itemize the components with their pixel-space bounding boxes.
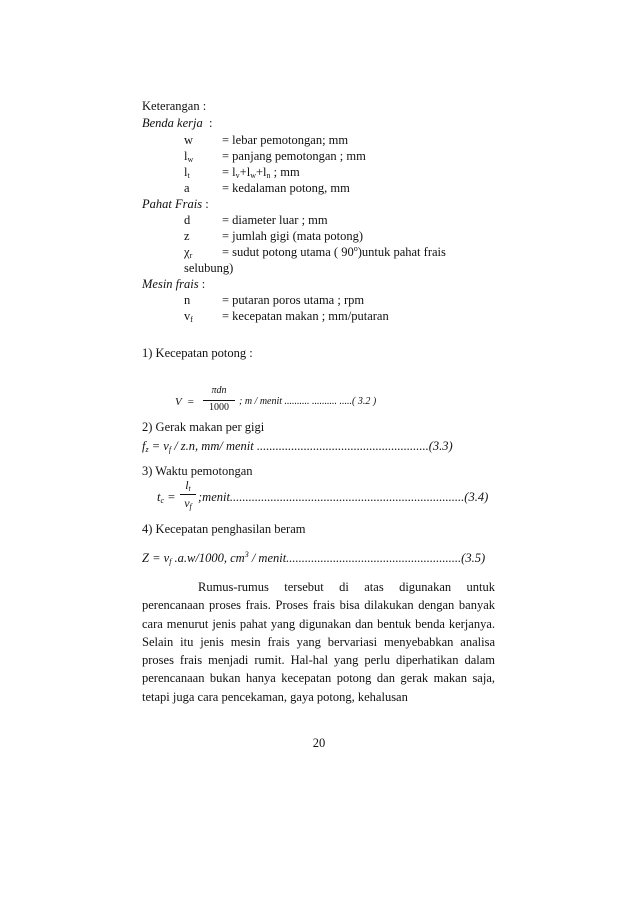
keterangan-heading: Keterangan :: [142, 99, 207, 113]
formula-3-lhs: $t_c$ =: [157, 490, 176, 505]
formula-3-fraction-bar: [180, 494, 196, 495]
section-label: Pahat Frais: [142, 197, 203, 211]
formula-3-numerator: $l_t$: [185, 478, 191, 493]
definition-z: = jumlah gigi (mata potong): [222, 229, 364, 243]
definition-vf: = kecepatan makan ; mm/putaran: [222, 309, 389, 323]
definition-w: = lebar pemotongan; mm: [222, 133, 349, 147]
lt-unit-text: ; mm: [270, 165, 300, 179]
formula-4-part-a: .a.w/1000, cm: [174, 551, 245, 565]
formula-4-title: 4) Kecepatan penghasilan beram: [142, 522, 306, 536]
formula-3-rest: ;menit...........................................................................(3.4): [198, 490, 489, 504]
section-colon: :: [205, 197, 209, 211]
symbol-vf: $v_f$: [184, 309, 193, 324]
formula-1-rest: ; m / menit .......... .......... .....( 3.2 ): [239, 396, 377, 407]
chi-r-text-b: )untuk pahat frais: [357, 245, 446, 259]
symbol-chi-r: $\chi_r$: [184, 245, 193, 260]
page-number: 20: [312, 736, 326, 750]
formula-2-rest: / z.n, mm/ menit .......................................................(3.3): [174, 439, 453, 453]
paragraph-text: Rumus-rumus tersebut di atas digunakan untuk perencanaan proses frais. Proses frais bisa dilakukan dengan banyak cara menurut jenis pahat yang digunakan dan bentuk benda kerjanya. Selain itu jenis mesin frais yang bervariasi menyebabkan analisa proses frais menjadi rumit. Hal-hal yang perlu diperhatikan dalam perencanaan bukan hanya kecepatan potong dan gerak makan saja, tetapi juga cara pencekaman, gaya potong, kehalusan: [142, 580, 495, 704]
definition-chi-r-cont: selubung): [184, 261, 234, 275]
formula-1-title: 1) Kecepatan potong :: [142, 346, 253, 360]
section-colon: :: [209, 116, 213, 130]
formula-3-title: 3) Waktu pemotongan: [142, 464, 253, 478]
lt-eq-text: = l: [222, 165, 236, 179]
formula-1-fraction-bar: [203, 400, 235, 401]
formula-4-part-b: / menit........................................................(3.5): [248, 551, 486, 565]
chi-r-text-a: = sudut potong utama ( 90: [222, 245, 354, 259]
symbol-a: a: [184, 181, 190, 195]
definition-d: = diameter luar ; mm: [222, 213, 328, 227]
symbol-n: n: [184, 293, 191, 307]
section-label: Mesin frais: [142, 277, 199, 291]
section-pahat-frais: [142, 197, 209, 212]
formula-1-denominator: 1000: [209, 402, 229, 413]
section-benda-kerja: [142, 116, 212, 131]
definition-lt: = $l_v+l_w+l_n$ ; mm: [222, 165, 300, 180]
symbol-lw: $l_w$: [184, 149, 194, 164]
formula-2-title: 2) Gerak makan per gigi: [142, 420, 265, 434]
formula-1-lhs: V =: [175, 396, 195, 408]
symbol-d: d: [184, 213, 191, 227]
symbol-lt: $l_t$: [184, 165, 190, 180]
symbol-z: z: [184, 229, 190, 243]
formula-2: $f_z = v_f / z.n$, mm/ menit .......................................................(3.3): [142, 439, 453, 454]
definition-n: = putaran poros utama ; rpm: [222, 293, 365, 307]
formula-1-numerator: πdn: [211, 385, 227, 396]
section-mesin-frais: [142, 277, 205, 292]
symbol-w: w: [184, 133, 194, 147]
formula-3-denominator: $v_f$: [184, 496, 192, 511]
body-paragraph: [142, 578, 495, 706]
section-label: Benda kerja: [142, 116, 203, 130]
formula-4: $Z = v_f$ .a.w/1000, $cm^3$ / menit........................................................(3.5): [142, 550, 486, 566]
section-colon: :: [201, 277, 206, 291]
definition-chi-r: = sudut potong utama ( 90$^o$)untuk pahat frais: [222, 244, 446, 259]
definition-a: = kedalaman potong, mm: [222, 181, 350, 195]
definition-lw: = panjang pemotongan ; mm: [222, 149, 366, 163]
